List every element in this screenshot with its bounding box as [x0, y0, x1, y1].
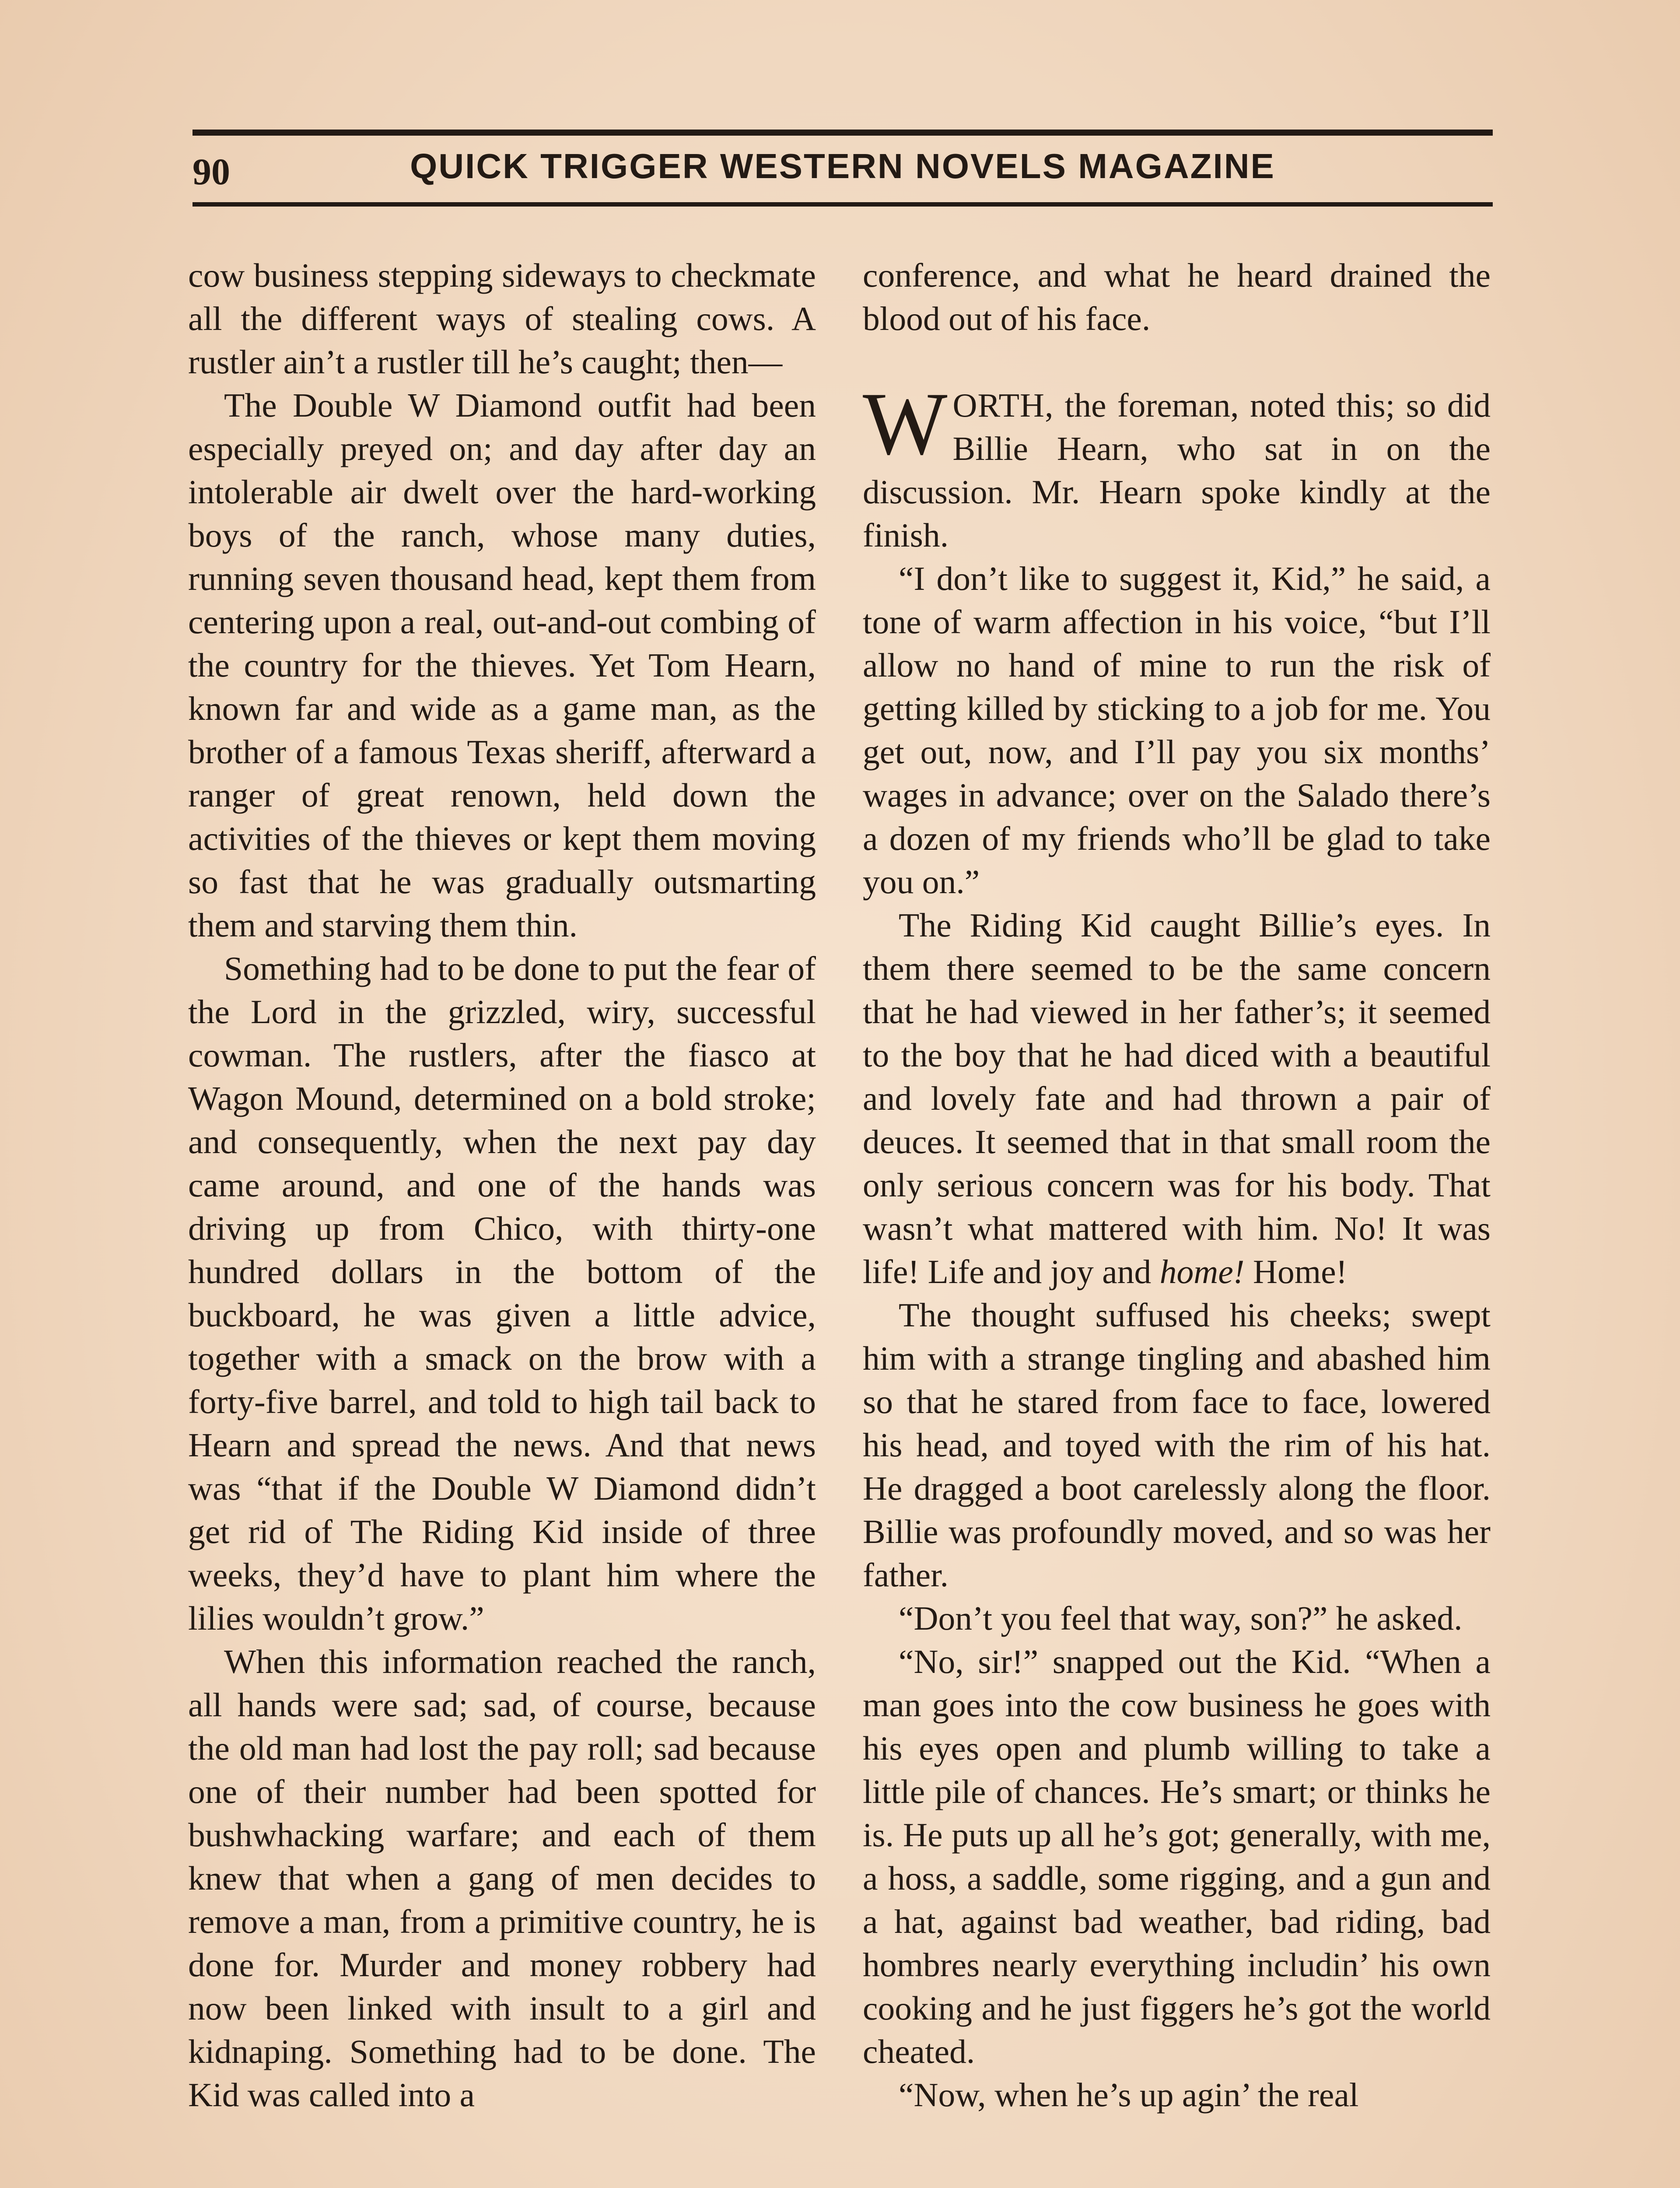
right-column [863, 254, 1491, 2117]
paragraph: Something had to be done to put the fear of the Lord in the grizzled, wiry, successful cowman. The rustlers, after the fiasco at Wagon Mound, determined on a bold stroke; and consequently, when the next pay day came around, and one of the hands was driving up from Chico, with thirty-one hundred dollars in the bottom of the buckboard, he was given a little advice, together with a smack on the brow with a forty-five barrel, and told to high tail back to Hearn and spread the news. And that news was “that if the Double W Diamond didn’t get rid of The Riding Kid inside of three weeks, they’d have to plant him where the lilies wouldn’t grow.” [188, 950, 816, 1637]
section-opening-paragraph [863, 374, 1491, 557]
opening-text: the foreman, noted this; so did Billie Hearn, who sat in on the discussion. Mr. Hearn spoke kindly at the finish. [863, 386, 1491, 554]
running-header [192, 139, 1493, 200]
paragraph: conference, and what he heard drained the blood out of his face. [863, 256, 1491, 337]
paragraph: “Don’t you feel that way, son?” he asked. [899, 1599, 1463, 1637]
paragraph: The thought suffused his cheeks; swept him with a strange tingling and abashed him so that he stared from face to face, lowered his head, and toyed with the rim of his hat. He dragged a boot carelessly along the floor. Billie was profoundly moved, and so was her father. [863, 1296, 1491, 1594]
paragraph: The Double W Diamond outfit had been especially preyed on; and day after day an intolerable air dwelt over the hard-working boys of the ranch, whose many duties, running seven thousand head, kept them from centering upon a real, out-and-out combing of the country for the thieves. Yet Tom Hearn, known far and wide as a game man, as the brother of a famous Texas sheriff, afterward a ranger of great renown, held down the activities of the thieves or kept them moving so fast that he was gradually outsmarting them and starving them thin. [188, 386, 816, 944]
paragraph: When this information reached the ranch, all hands were sad; sad, of course, because the old man had lost the pay roll; sad because one of their number had been spotted for bushwhacking warfare; and each of them knew that when a gang of men decides to remove a man, from a primitive country, he is done for. Murder and money robbery had now been linked with insult to a girl and kidnaping. Something had to be done. The Kid was called into a [188, 1643, 816, 2114]
paragraph-text: Home! [1244, 1253, 1348, 1290]
paragraph: “Now, when he’s up agin’ the real [899, 2076, 1359, 2114]
opening-small-caps: ORTH, [952, 386, 1054, 424]
paragraph-text: The Riding Kid caught Billie’s eyes. In them there seemed to be the same concern that he had viewed in her father’s; it seemed to the boy that he had diced with a beautiful and lovely fate and had thrown a pair of deuces. It seemed that in that small room the only serious concern was for his body. That wasn’t what mattered with him. No! It was life! Life and joy and [863, 906, 1491, 1290]
paragraph: “No, sir!” snapped out the Kid. “When a man goes into the cow business he goes with his eyes open and plumb willing to take a little pile of chances. He’s smart; or thinks he is. He puts up all he’s got; generally, with me, a hoss, a saddle, some rigging, and a gun and a hat, against bad weather, bad riding, bad hombres nearly everything includin’ his own cooking and he just figgers he’s got the world cheated. [863, 1643, 1491, 2070]
paragraph: “I don’t like to suggest it, Kid,” he said, a tone of warm affection in his voice, “but I’ll allow no hand of mine to run the risk of getting killed by sticking to a job for me. You get out, now, and I’ll pay you six months’ wages in advance; over on the Salado there’s a dozen of my friends who’ll be glad to take you on.” [863, 560, 1491, 901]
paragraph [863, 904, 1491, 1294]
header-rule-bottom [192, 202, 1493, 207]
left-column [188, 254, 816, 2117]
italic-word: home! [1159, 1253, 1245, 1290]
paragraph: cow business stepping sideways to checkmate all the different ways of stealing cows. A rustler ain’t a rustler till he’s caught; then— [188, 256, 816, 381]
drop-cap: W [863, 374, 948, 473]
header-rule-top [192, 130, 1493, 136]
page-number: 90 [192, 151, 230, 193]
magazine-title: QUICK TRIGGER WESTERN NOVELS MAGAZINE [410, 147, 1275, 186]
